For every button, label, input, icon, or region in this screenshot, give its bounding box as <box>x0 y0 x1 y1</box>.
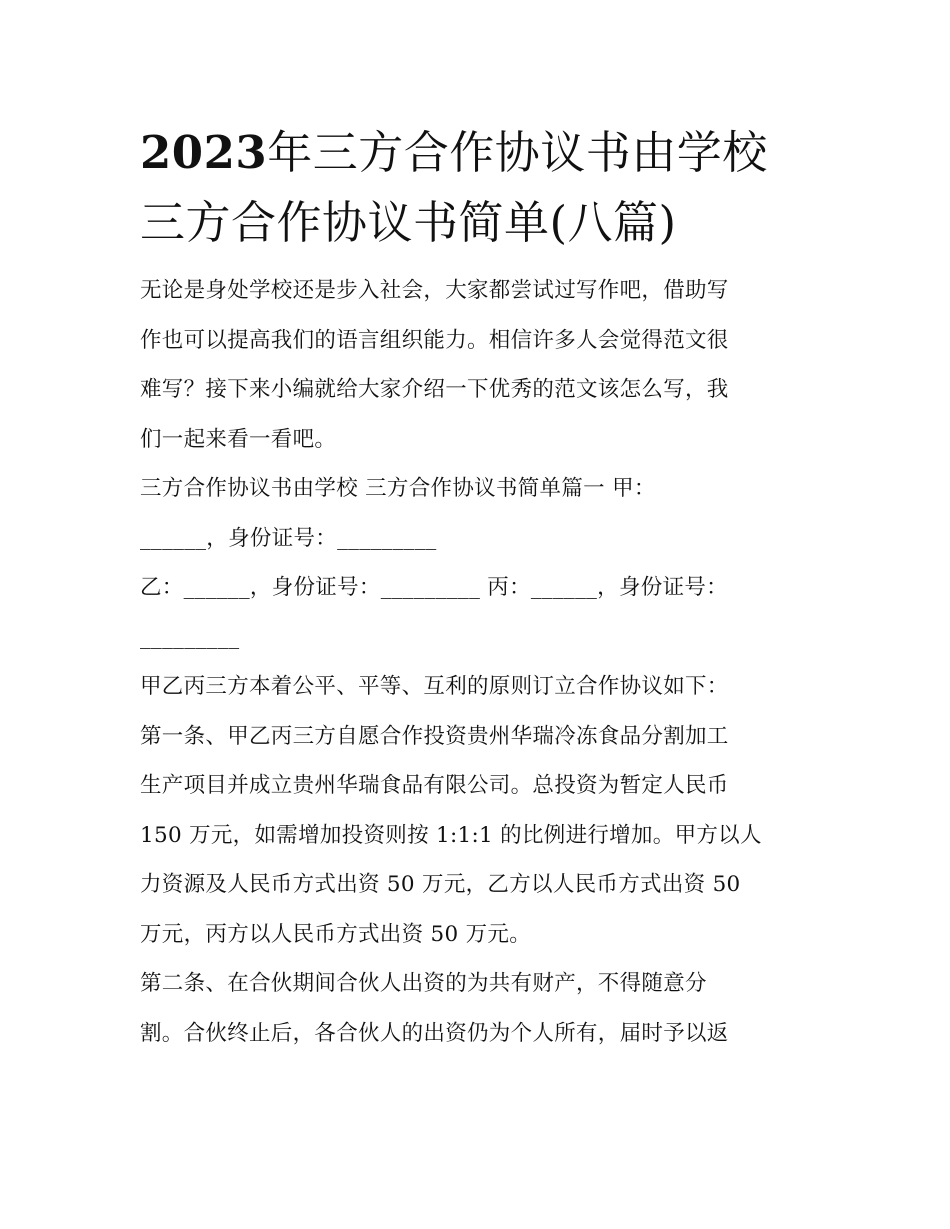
title-line-2: 三方合作协议书简单(八篇) <box>140 196 677 249</box>
title-line-1-text: 年三方合作协议书由学校 <box>267 126 768 179</box>
document-page <box>140 118 812 1058</box>
article-1-line: 力资源及人民币方式出资 50 万元，乙方以人民币方式出资 50 <box>140 872 741 897</box>
document-title <box>140 118 812 258</box>
title-line-1 <box>140 118 812 188</box>
intro-paragraph <box>140 266 812 464</box>
principle-paragraph: 甲乙丙三方本着公平、平等、互利的原则订立合作协议如下： <box>140 674 729 699</box>
article-1-line: 万元，丙方以人民币方式出资 50 万元。 <box>140 921 532 947</box>
party-line: _________ <box>140 624 240 650</box>
intro-line: 们一起来看一看吧。 <box>140 426 337 452</box>
intro-line: 难写？接下来小编就给大家介绍一下优秀的范文该怎么写，我 <box>140 377 729 402</box>
party-line: 乙：______，身份证号：_________ 丙：______，身份证号： <box>140 575 728 600</box>
article-2 <box>140 959 812 1058</box>
section-heading: 三方合作协议书由学校 三方合作协议书简单篇一 甲： <box>140 476 656 501</box>
article-1-line: 第一条、甲乙丙三方自愿合作投资贵州华瑞冷冻食品分割加工 <box>140 723 729 749</box>
intro-line: 作也可以提高我们的语言组织能力。相信许多人会觉得范文很 <box>140 327 729 353</box>
party-line: ______，身份证号：_________ <box>140 525 437 551</box>
intro-line: 无论是身处学校还是步入社会，大家都尝试过写作吧，借助写 <box>140 278 729 303</box>
article-2-line: 第二条、在合伙期间合伙人出资的为共有财产，不得随意分 <box>140 971 707 996</box>
title-year: 2023 <box>140 126 268 179</box>
article-1-line: 生产项目并成立贵州华瑞食品有限公司。总投资为暂定人民币 <box>140 773 729 798</box>
article-1 <box>140 712 812 960</box>
article-2-line: 割。合伙终止后，各合伙人的出资仍为个人所有，届时予以返 <box>140 1020 729 1046</box>
article-1-line: 150 万元，如需增加投资则按 1:1:1 的比例进行增加。甲方以人 <box>140 822 762 848</box>
